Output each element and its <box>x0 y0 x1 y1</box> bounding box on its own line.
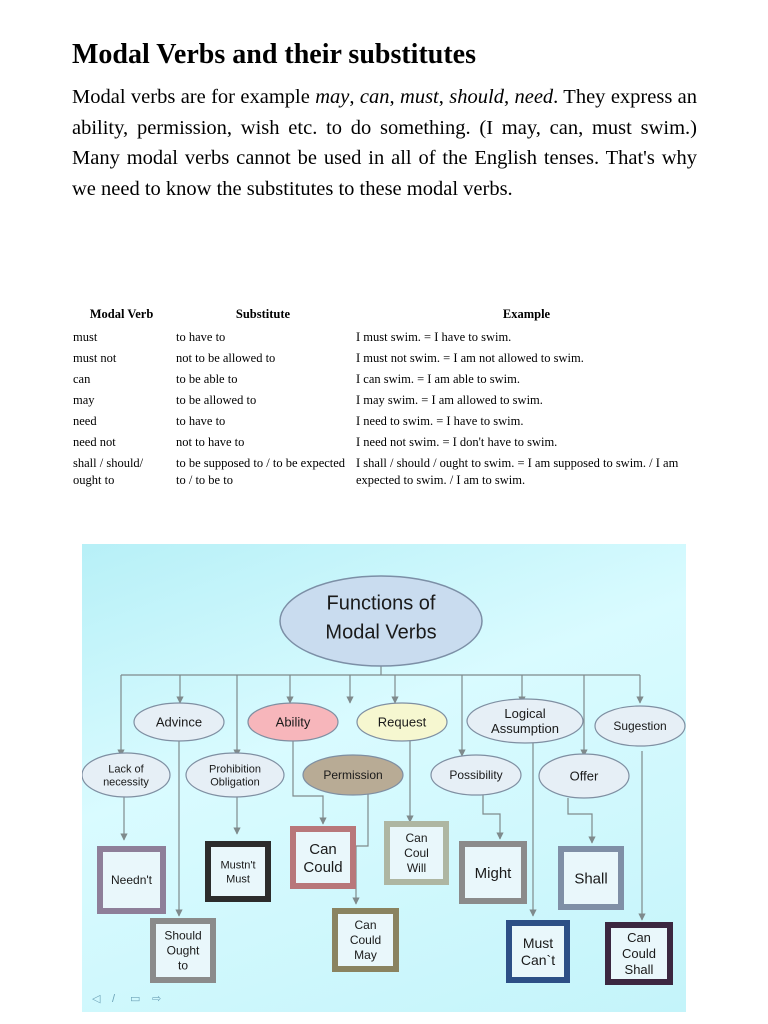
arrow-permission-can-could-may <box>356 794 368 904</box>
example-may: may <box>315 86 350 108</box>
cell-modal-verb: must not <box>73 351 117 365</box>
function-ability-label: Ability <box>275 714 311 730</box>
cell-substitute: to be supposed to / to be expected to / to be to <box>176 456 346 487</box>
cell-example: I need to swim. = I have to swim. <box>356 414 524 428</box>
header-modal-verb: Modal Verb <box>89 307 154 321</box>
example-must: must <box>400 86 439 108</box>
example-need: need <box>514 86 554 108</box>
verb-box-neednt-label: Needn't <box>111 873 152 888</box>
cell-substitute: not to be allowed to <box>176 351 276 365</box>
verb-box-might-label: Might <box>474 864 512 882</box>
cell-example: I shall / should / ought to swim. = I am supposed to swim. / I am expected to swim. / I am to swim. <box>356 456 679 487</box>
diagram-canvas <box>82 544 686 1012</box>
cell-modal-verb: need not <box>73 435 116 449</box>
table-row <box>70 348 700 369</box>
verb-box-should-ought-label: Should Ought to <box>164 928 202 973</box>
root-node-label: Functions of Modal Verbs <box>325 592 437 644</box>
cell-modal-verb: must <box>73 330 98 344</box>
cell-example: I can swim. = I am able to swim. <box>356 372 520 386</box>
cell-substitute: to have to <box>176 414 226 428</box>
verb-box-can-could-ability-label: Can Could <box>303 840 343 876</box>
verb-box-can-could-shall-label: Can Could Shall <box>622 930 656 978</box>
function-request-label: Request <box>377 714 427 730</box>
verb-box-shall-label: Shall <box>574 870 608 888</box>
cell-substitute: to have to <box>176 330 226 344</box>
table-row <box>70 390 700 411</box>
arrow-offer-shall <box>568 798 592 843</box>
verb-box-can-coul-will-label: Can Coul Will <box>404 831 429 876</box>
function-lack-of-necessity-label: Lack of necessity <box>103 763 149 789</box>
verb-box-can-could-may-label: Can Could May <box>349 918 382 963</box>
table-row <box>70 327 700 348</box>
function-permission-label: Permission <box>323 768 383 783</box>
function-advince-label: Advince <box>155 714 203 730</box>
header-example: Example <box>502 307 551 321</box>
substitutes-table <box>70 305 700 491</box>
header-substitute: Substitute <box>235 307 291 321</box>
example-can: can <box>359 86 390 108</box>
slide-nav-icon-1: / <box>112 993 116 1005</box>
verb-box-must-cant-label: Must Can`t <box>520 934 556 968</box>
function-possibility-label: Possibility <box>449 768 503 783</box>
modal-verbs-diagram <box>82 544 686 1012</box>
cell-modal-verb: can <box>73 372 91 386</box>
slide-nav-icon-0: ◁ <box>92 993 101 1005</box>
function-prohibition-obligation-label: Prohibition Obligation <box>209 763 261 789</box>
verb-box-mustnt-must-inner <box>211 847 265 896</box>
function-sugestion-label: Sugestion <box>613 719 667 734</box>
cell-substitute: to be able to <box>176 372 238 386</box>
cell-modal-verb: shall / should/ ought to <box>73 456 144 487</box>
table-header-row <box>70 305 700 327</box>
cell-modal-verb: need <box>73 414 97 428</box>
example-should: should <box>449 86 504 108</box>
cell-example: I must swim. = I have to swim. <box>356 330 512 344</box>
cell-example: I need not swim. = I don't have to swim. <box>356 435 558 449</box>
cell-example: I may swim. = I am allowed to swim. <box>356 393 543 407</box>
slide-nav-icon-3: ⇨ <box>152 993 162 1005</box>
arrow-possibility-might <box>483 794 500 839</box>
table-row <box>70 453 700 491</box>
cell-example: I must not swim. = I am not allowed to swim. <box>356 351 584 365</box>
intro-paragraph: Modal verbs are for example may, can, must, should, need. They express an ability, permission, wish etc. to do something. (I may, can, must swim.) Many modal verbs cannot be used in all of the English tenses. That's why we need to know the substitutes to these modal verbs. <box>72 86 698 200</box>
cell-substitute: not to have to <box>176 435 245 449</box>
function-logical-assumption-label: Logical Assumption <box>491 706 559 737</box>
page-title: Modal Verbs and their substitutes <box>72 39 477 70</box>
table-row <box>70 432 700 453</box>
verb-box-mustnt-must-label: Mustn't Must <box>220 859 256 886</box>
intro-rest: . They express an ability, permission, wish etc. to do something. (I may, can, must swim.) Many modal verbs cannot be used in all of the English tenses. That's why we need to know the substitutes to these modal verbs. <box>72 86 698 200</box>
cell-substitute: to be allowed to <box>176 393 257 407</box>
intro-lead: Modal verbs are for example <box>72 86 316 108</box>
slide-nav-icon-2: ▭ <box>130 993 141 1005</box>
table-row <box>70 369 700 390</box>
cell-modal-verb: may <box>73 393 95 407</box>
function-offer-label: Offer <box>569 768 599 784</box>
table-row <box>70 411 700 432</box>
